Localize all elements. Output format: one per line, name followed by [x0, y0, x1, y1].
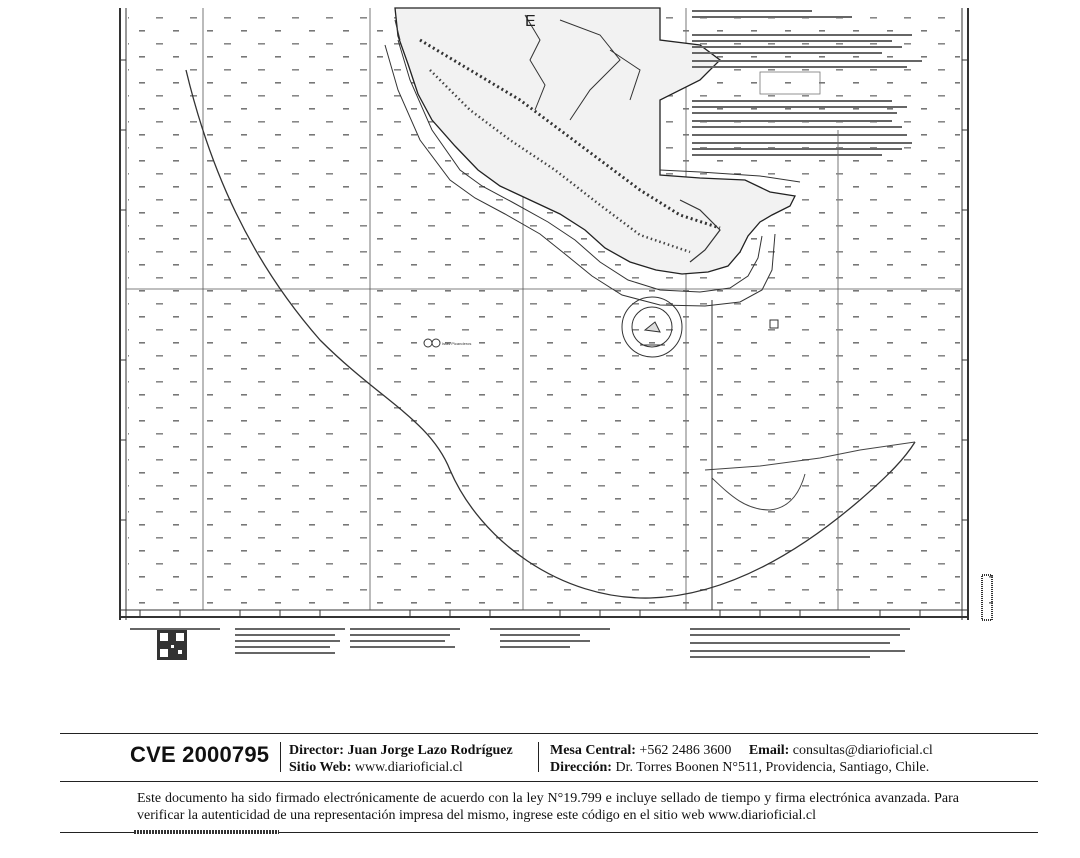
site-label: Sitio Web: — [289, 760, 352, 775]
contact-line — [550, 743, 933, 759]
side-barcode-icon — [981, 575, 993, 620]
director-name: Juan Jorge Lazo Rodríguez — [347, 743, 513, 758]
address-label: Dirección: — [550, 760, 612, 775]
site-link[interactable]: www.diarioficial.cl — [354, 760, 463, 775]
site-line — [289, 760, 463, 776]
barcode-strip-icon — [134, 830, 279, 834]
footer-top-rule — [60, 733, 1038, 734]
island-label: Islas Picanderos — [442, 341, 472, 346]
address-line — [550, 760, 929, 776]
address-value: Dr. Torres Boonen N°511, Providencia, Santiago, Chile. — [615, 760, 930, 775]
signature-notice: Este documento ha sido firmado electrónicamente de acuerdo con la ley N°19.799 e incluye sellado de tiempo y firma electrónica avanzada. Para verificar la autenticidad de una representación impresa del mismo, ingrese este código en el sitio web www.diarioficial.cl — [137, 791, 959, 823]
cve-code: CVE 2000795 — [130, 742, 270, 767]
phone-value: +562 2486 3600 — [639, 743, 732, 758]
qr-code-icon — [157, 630, 187, 660]
footer-separator-2 — [538, 742, 539, 772]
footer-separator — [280, 742, 281, 772]
director-label: Director: — [289, 743, 344, 758]
email-link[interactable]: consultas@diarioficial.cl — [792, 743, 933, 758]
section-letter-e: E — [525, 13, 536, 30]
phone-label: Mesa Central: — [550, 743, 636, 758]
director-line — [289, 743, 513, 759]
footer-bottom-rule — [60, 781, 1038, 782]
email-label: Email: — [748, 743, 790, 758]
